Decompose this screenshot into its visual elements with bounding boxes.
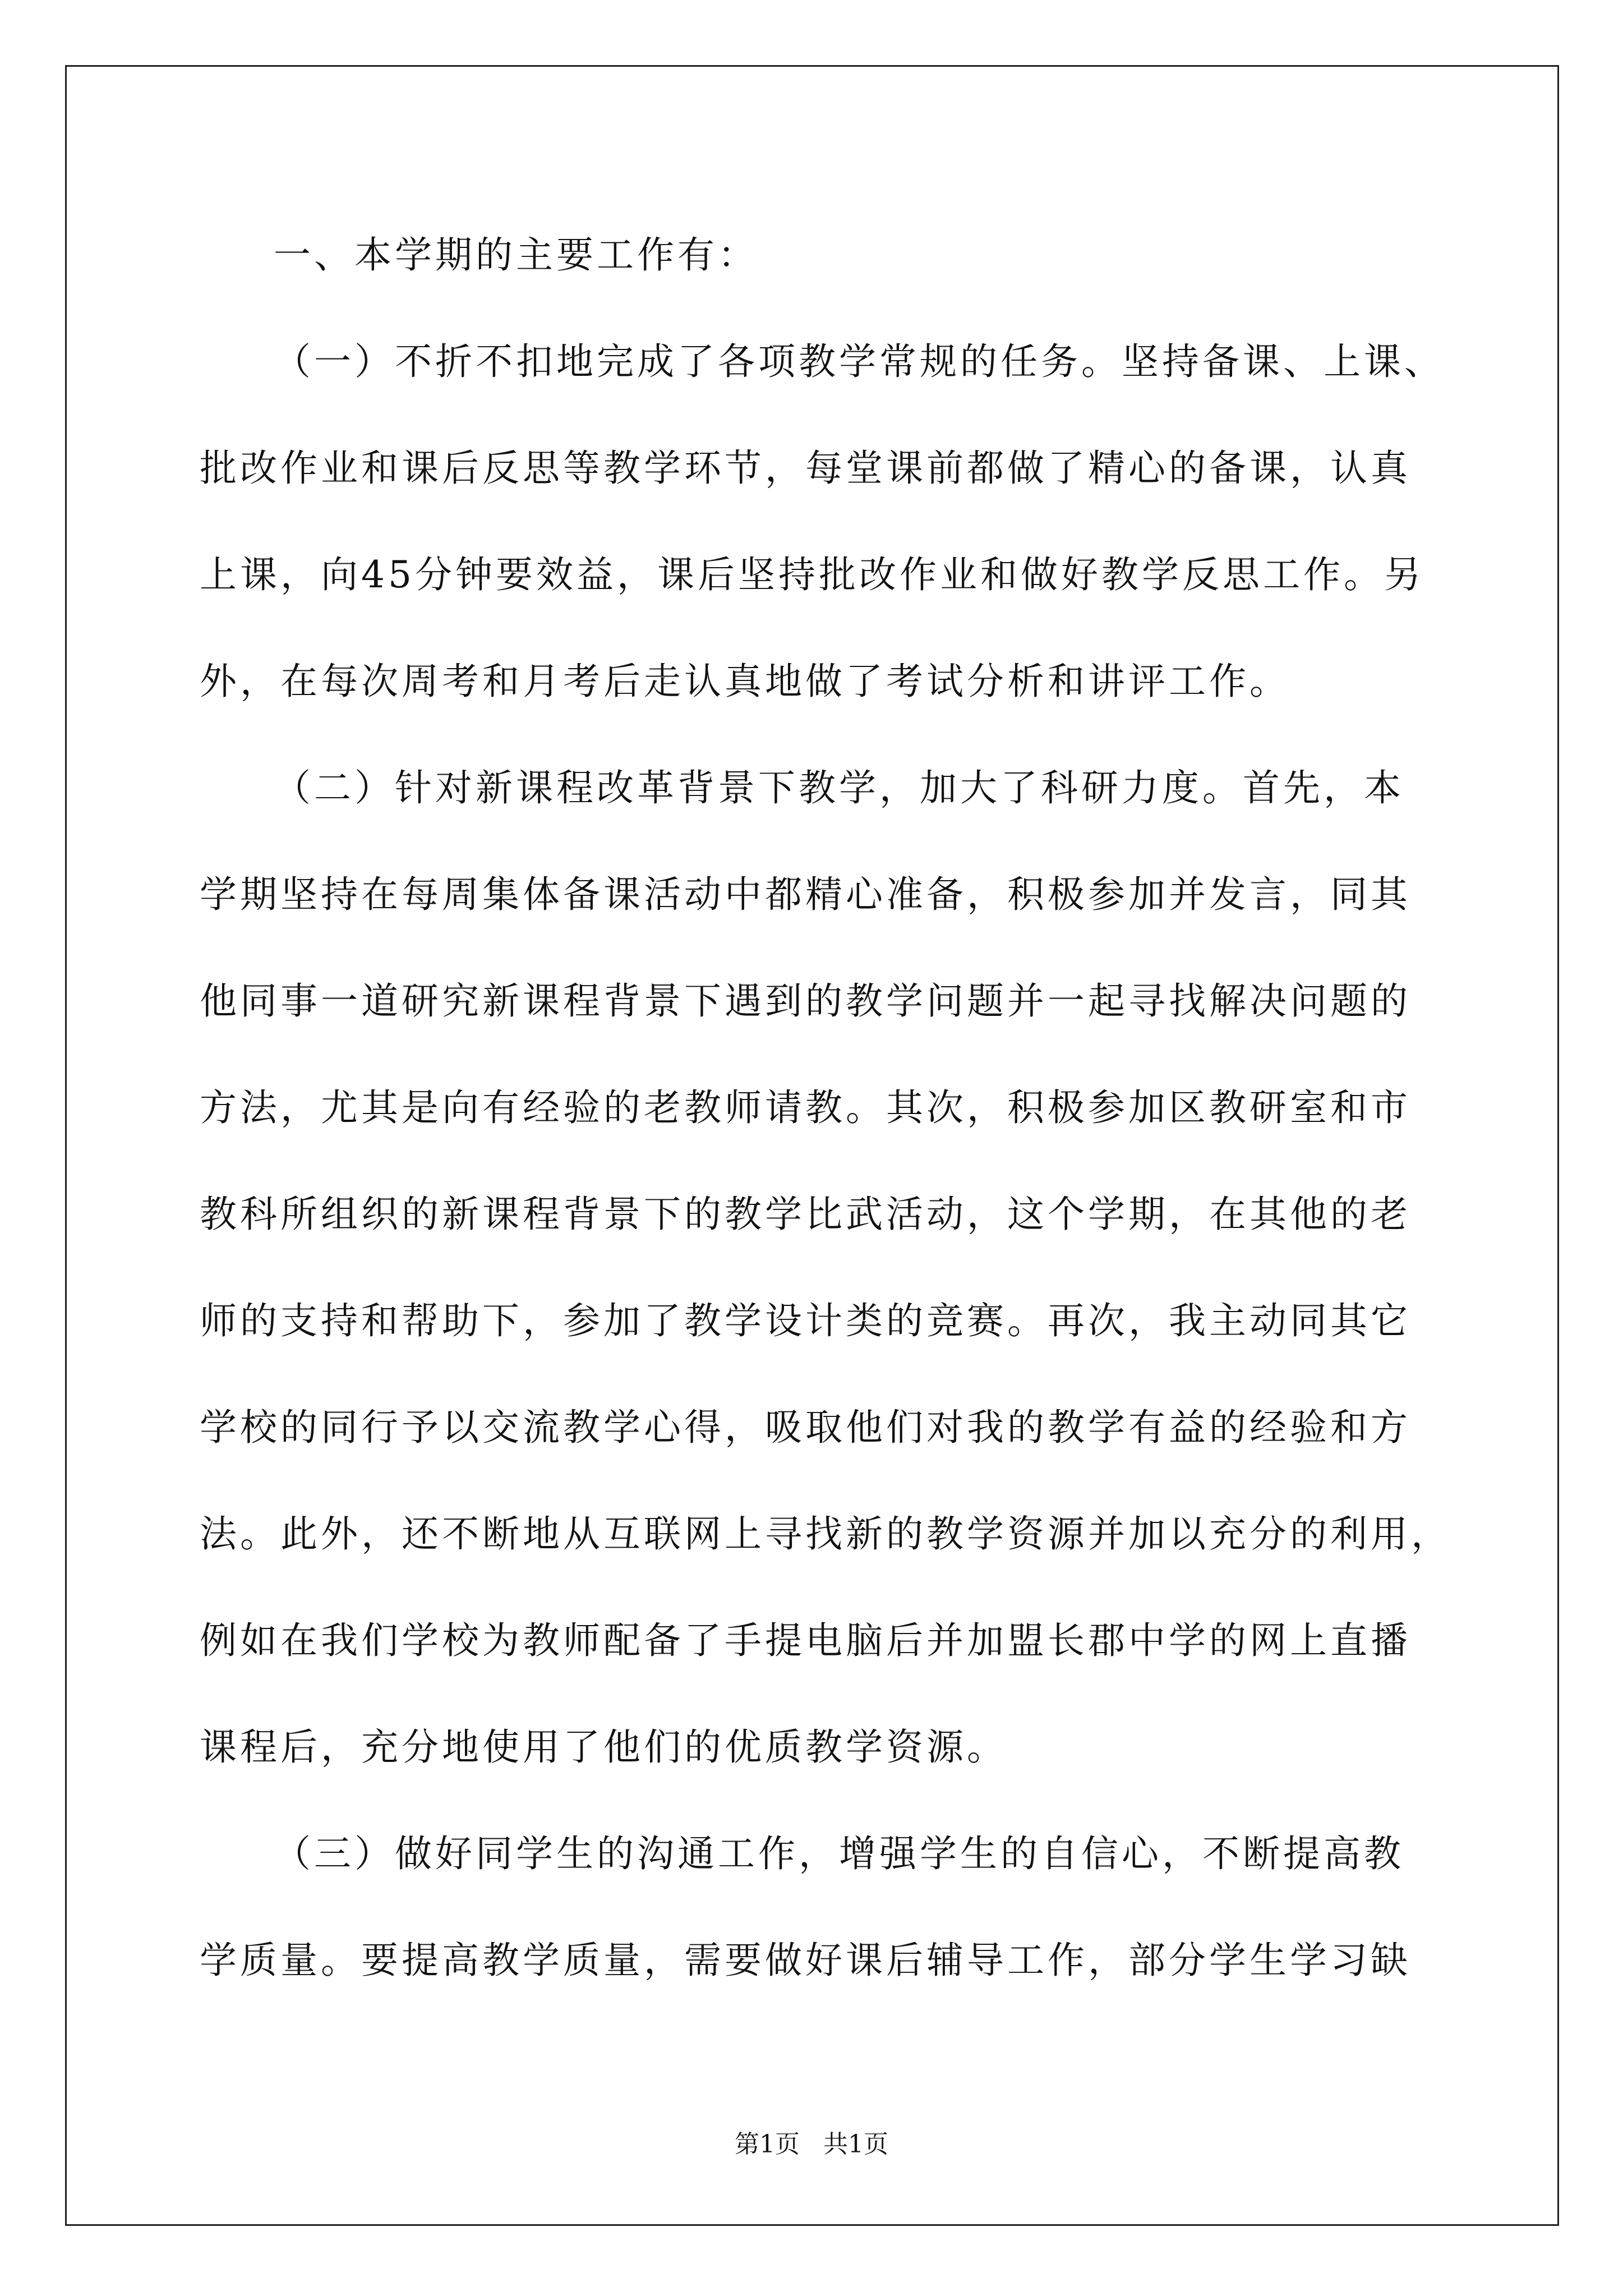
paragraph-line: 课程后，充分地使用了他们的优质教学资源。 [200,1726,1007,1769]
paragraph-line: 批改作业和课后反思等教学环节，每堂课前都做了精心的备课，认真 [200,447,1411,490]
paragraph-line: 上课，向45分钟要效益，课后坚持批改作业和做好教学反思工作。另 [200,553,1424,596]
paragraph-line: 学质量。要提高教学质量，需要做好课后辅导工作，部分学生学习缺 [200,1939,1411,1982]
paragraph-line: 法。此外，还不断地从互联网上寻找新的教学资源并加以充分的利用， [200,1512,1451,1556]
paragraph-line: 方法，尤其是向有经验的老教师请教。其次，积极参加区教研室和市 [200,1086,1411,1129]
page-footer: 第1页 共1页 [735,2130,888,2159]
paragraph-line: 例如在我们学校为教师配备了手提电脑后并加盟长郡中学的网上直播 [200,1619,1411,1662]
paragraph-line: 教科所组织的新课程背景下的教学比武活动，这个学期，在其他的老 [200,1193,1411,1236]
paragraph-line: 学期坚持在每周集体备课活动中都精心准备，积极参加并发言，同其 [200,873,1411,916]
paragraph-line: 外，在每次周考和月考后走认真地做了考试分析和讲评工作。 [200,660,1290,703]
paragraph-line: （二）针对新课程改革背景下教学，加大了科研力度。首先，本 [274,766,1404,809]
heading-line: 一、本学期的主要工作有： [274,233,758,277]
paragraph-line: 师的支持和帮助下，参加了教学设计类的竞赛。再次，我主动同其它 [200,1299,1411,1342]
paragraph-line: 学校的同行予以交流教学心得，吸取他们对我的教学有益的经验和方 [200,1406,1411,1449]
paragraph-line: （一）不折不扣地完成了各项教学常规的任务。坚持备课、上课、 [274,340,1445,383]
paragraph-line: 他同事一道研究新课程背景下遇到的教学问题并一起寻找解决问题的 [200,979,1411,1023]
paragraph-line: （三）做好同学生的沟通工作，增强学生的自信心，不断提高教 [274,1832,1404,1875]
